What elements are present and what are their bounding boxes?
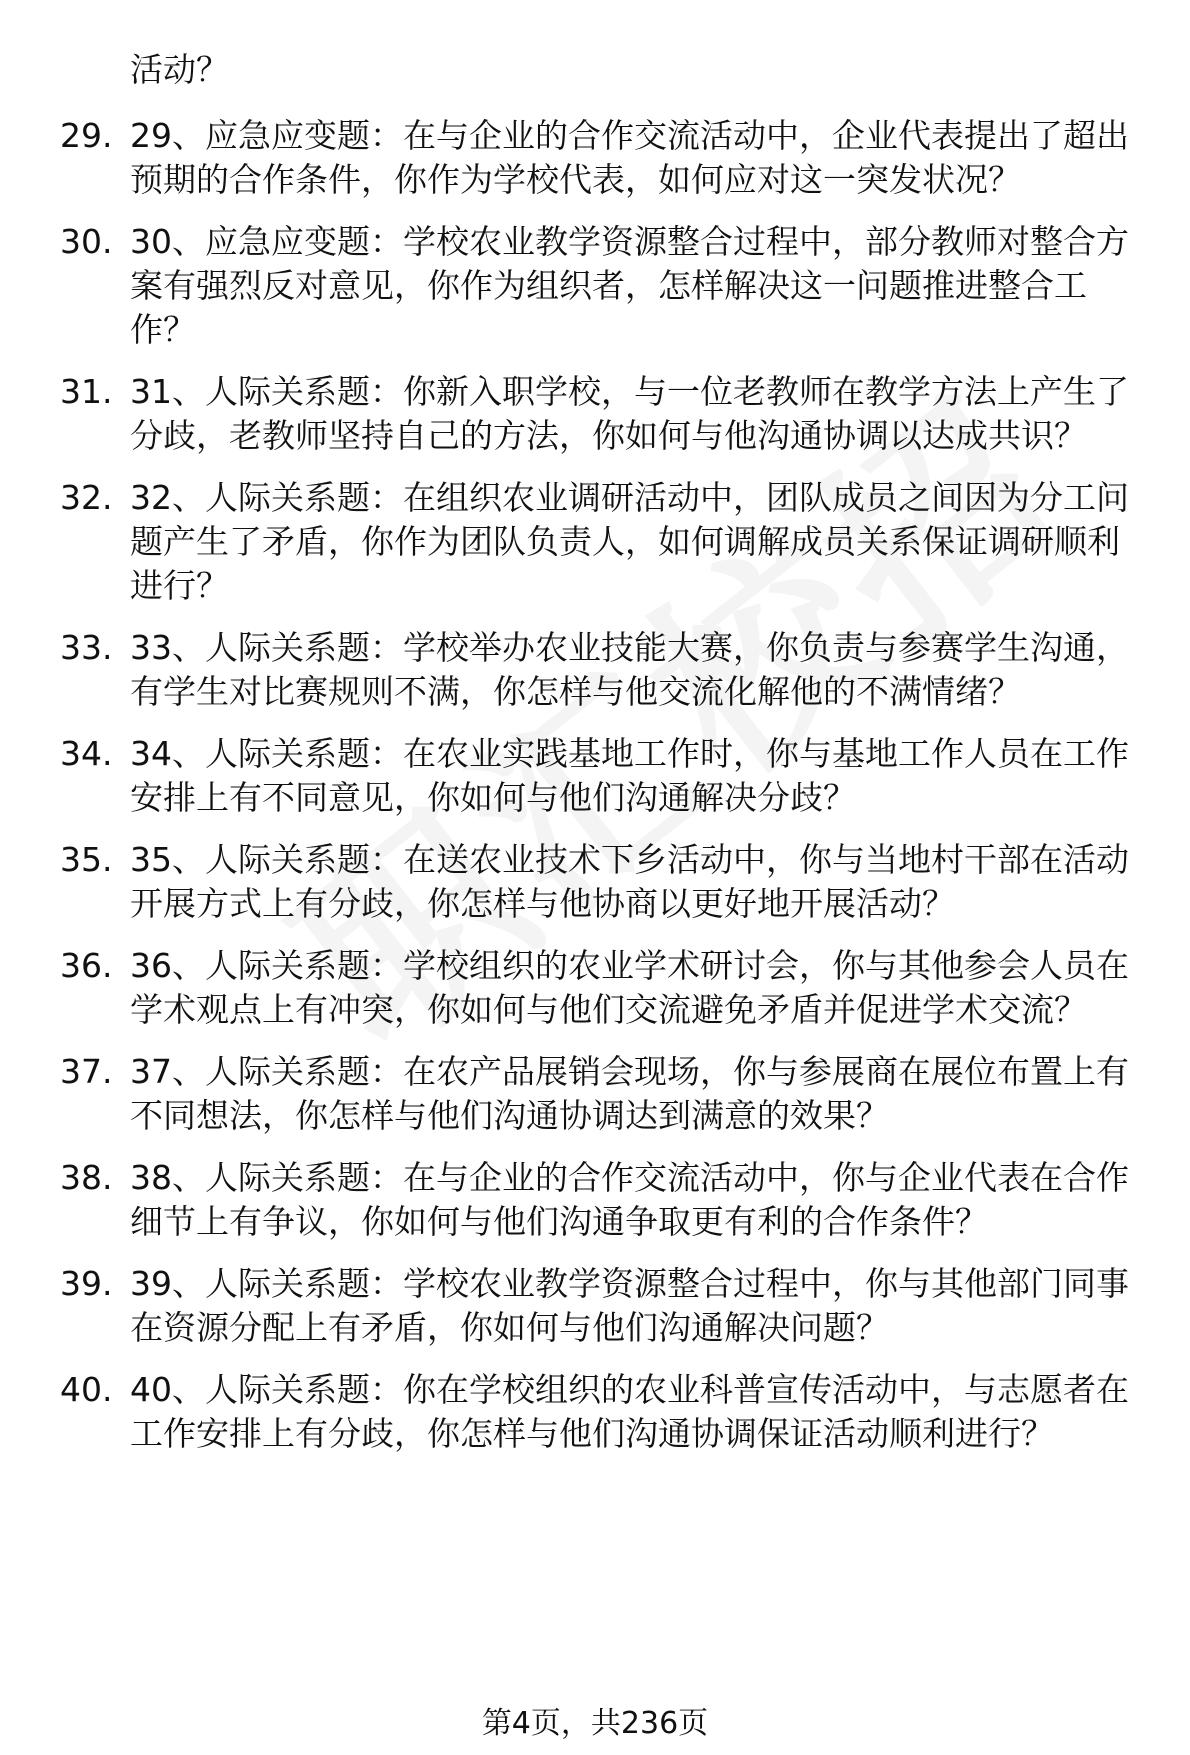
question-number: 39. [60, 1264, 113, 1303]
question-number: 34. [60, 734, 113, 773]
question-item [0, 732, 1190, 820]
question-number: 40. [60, 1370, 113, 1409]
question-item [0, 944, 1190, 1032]
question-number: 30. [60, 222, 113, 261]
question-text: 33、人际关系题：学校举办农业技能大赛，你负责与参赛学生沟通，有学生对比赛规则不满，你怎样与他交流化解他的不满情绪？ [130, 628, 1129, 711]
question-text: 37、人际关系题：在农产品展销会现场，你与参展商在展位布置上有不同想法，你怎样与他们沟通协调达到满意的效果？ [130, 1052, 1129, 1135]
question-number: 32. [60, 478, 113, 517]
question-item [0, 370, 1190, 458]
question-number: 31. [60, 372, 113, 411]
question-text: 38、人际关系题：在与企业的合作交流活动中，你与企业代表在合作细节上有争议，你如何与他们沟通争取更有利的合作条件？ [130, 1158, 1129, 1241]
continuation-text: 活动？ [130, 50, 229, 89]
question-item [0, 1368, 1190, 1456]
question-number: 29. [60, 116, 113, 155]
page-footer: 第4页，共236页 [481, 1706, 709, 1741]
question-text: 36、人际关系题：学校组织的农业学术研讨会，你与其他参会人员在学术观点上有冲突，你如何与他们交流避免矛盾并促进学术交流？ [130, 946, 1129, 1029]
question-text: 34、人际关系题：在农业实践基地工作时，你与基地工作人员在工作安排上有不同意见，你如何与他们沟通解决分歧？ [130, 734, 1129, 817]
question-item [0, 1262, 1190, 1350]
question-text: 39、人际关系题：学校农业教学资源整合过程中，你与其他部门同事在资源分配上有矛盾，你如何与他们沟通解决问题？ [130, 1264, 1129, 1347]
question-item [0, 220, 1190, 352]
question-list [0, 114, 1190, 1474]
question-text: 29、应急应变题：在与企业的合作交流活动中，企业代表提出了超出预期的合作条件，你作为学校代表，如何应对这一突发状况？ [130, 116, 1129, 199]
question-number: 37. [60, 1052, 113, 1091]
question-text: 32、人际关系题：在组织农业调研活动中，团队成员之间因为分工问题产生了矛盾，你作为团队负责人，如何调解成员关系保证调研顺利进行？ [130, 478, 1129, 605]
question-item [0, 838, 1190, 926]
question-item [0, 476, 1190, 608]
question-number: 36. [60, 946, 113, 985]
question-text: 35、人际关系题：在送农业技术下乡活动中，你与当地村干部在活动开展方式上有分歧，你怎样与他协商以更好地开展活动？ [130, 840, 1129, 923]
question-item [0, 114, 1190, 202]
question-text: 40、人际关系题：你在学校组织的农业科普宣传活动中，与志愿者在工作安排上有分歧，你怎样与他们沟通协调保证活动顺利进行？ [130, 1370, 1129, 1453]
question-number: 35. [60, 840, 113, 879]
question-item [0, 1156, 1190, 1244]
question-text: 30、应急应变题：学校农业教学资源整合过程中，部分教师对整合方案有强烈反对意见，你作为组织者，怎样解决这一问题推进整合工作？ [130, 222, 1129, 349]
question-number: 38. [60, 1158, 113, 1197]
question-text: 31、人际关系题：你新入职学校，与一位老教师在教学方法上产生了分歧，老教师坚持自己的方法，你如何与他沟通协调以达成共识？ [130, 372, 1129, 455]
question-item [0, 1050, 1190, 1138]
question-number: 33. [60, 628, 113, 667]
question-item [0, 626, 1190, 714]
